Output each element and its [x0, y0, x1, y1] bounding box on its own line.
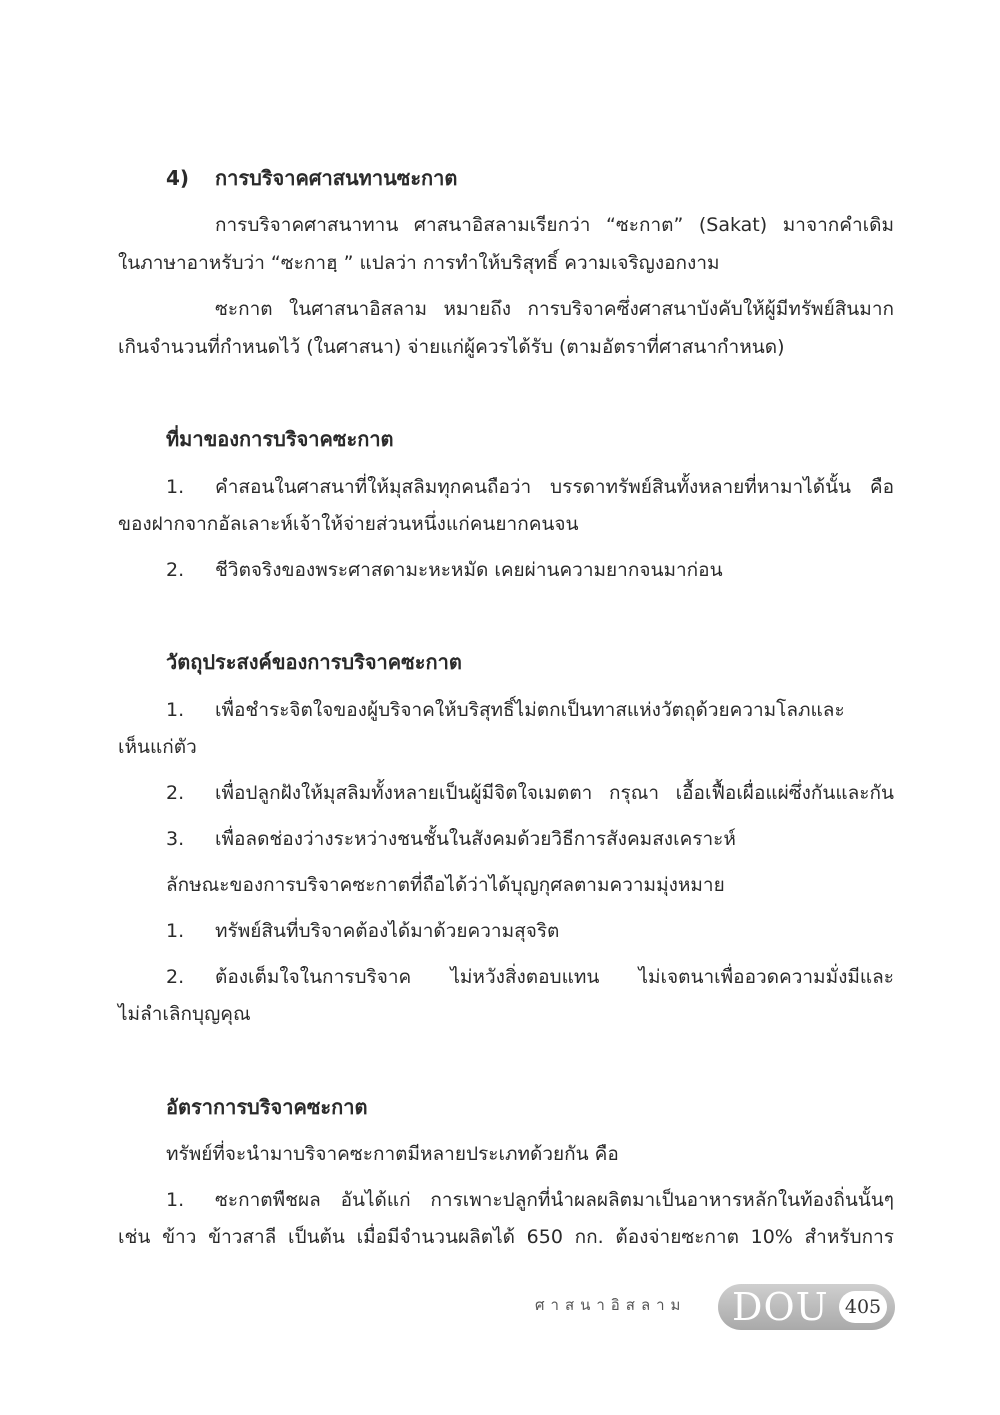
footer-subject: ศาสนาอิสลาม	[535, 1296, 687, 1314]
intro-p1-line1: การบริจาคศาสนาทาน ศาสนาอิสลามเรียกว่า “ซะกาต” (Sakat) มาจากคำเดิม	[215, 214, 894, 236]
purpose-item1-number: 1.	[166, 699, 185, 721]
purpose-item3-number: 3.	[166, 828, 185, 850]
dou-logo-text: DOU	[732, 1285, 829, 1329]
purpose-item1-line1: เพื่อชำระจิตใจของผู้บริจาคให้บริสุทธิ์ไม่ตกเป็นทาสแห่งวัตถุด้วยความโลภและ	[215, 699, 845, 721]
origin-heading: ที่มาของการบริจาคซะกาต	[166, 427, 394, 451]
origin-item2-number: 2.	[166, 559, 185, 581]
purpose-item1-line2: เห็นแก่ตัว	[118, 736, 197, 758]
page-number: 405	[839, 1291, 887, 1323]
rate-item1-number: 1.	[166, 1189, 185, 1211]
purpose-heading: วัตถุประสงค์ของการบริจาคซะกาต	[166, 650, 462, 674]
characteristics-intro: ลักษณะของการบริจาคซะกาตที่ถือได้ว่าได้บุญกุศลตามความมุ่งหมาย	[166, 874, 725, 896]
section-title: การบริจาคศาสนทานซะกาต	[215, 166, 458, 190]
purpose-item2-line1: เพื่อปลูกฝังให้มุสลิมทั้งหลายเป็นผู้มีจิตใจเมตตา กรุณา เอื้อเฟื้อเผื่อแผ่ซึ่งกันและกัน	[215, 782, 894, 804]
section-number: 4)	[166, 166, 190, 190]
intro-p2-line1: ซะกาต ในศาสนาอิสลาม หมายถึง การบริจาคซึ่งศาสนาบังคับให้ผู้มีทรัพย์สินมาก	[215, 298, 894, 320]
origin-item1-line2: ของฝากจากอัลเลาะห์เจ้าให้จ่ายส่วนหนึ่งแก่คนยากคนจน	[118, 513, 579, 535]
purpose-item2-number: 2.	[166, 782, 185, 804]
characteristics-item1-line1: ทรัพย์สินที่บริจาคต้องได้มาด้วยความสุจริต	[215, 920, 560, 942]
characteristics-item2-line2: ไม่ลำเลิกบุญคุณ	[118, 1003, 251, 1025]
rate-item1-line2: เช่น ข้าว ข้าวสาลี เป็นต้น เมื่อมีจำนวนผลิตได้ 650 กก. ต้องจ่ายซะกาต 10% สำหรับการ	[118, 1226, 894, 1248]
origin-item1-number: 1.	[166, 476, 185, 498]
origin-item2-line1: ชีวิตจริงของพระศาสดามะหะหมัด เคยผ่านความยากจนมาก่อน	[215, 559, 723, 581]
rate-intro: ทรัพย์ที่จะนำมาบริจาคซะกาตมีหลายประเภทด้วยกัน คือ	[166, 1143, 619, 1165]
intro-p1-line2: ในภาษาอาหรับว่า “ซะกาฮฺ ” แปลว่า การทำให้บริสุทธิ์ ความเจริญงอกงาม	[118, 252, 720, 274]
purpose-item3-line1: เพื่อลดช่องว่างระหว่างชนชั้นในสังคมด้วยวิธีการสังคมสงเคราะห์	[215, 828, 736, 850]
rate-item1-line1: ซะกาตพืชผล อันได้แก่ การเพาะปลูกที่นำผลผลิตมาเป็นอาหารหลักในท้องถิ่นนั้นๆ	[215, 1189, 894, 1211]
characteristics-item2-number: 2.	[166, 966, 185, 988]
intro-p2-line2: เกินจำนวนที่กำหนดไว้ (ในศาสนา) จ่ายแก่ผู้ควรได้รับ (ตามอัตราที่ศาสนากำหนด)	[118, 336, 785, 358]
characteristics-item2-line1: ต้องเต็มใจในการบริจาค ไม่หวังสิ่งตอบแทน ไม่เจตนาเพื่ออวดความมั่งมีและ	[215, 966, 894, 988]
dou-logo	[718, 1284, 895, 1330]
origin-item1-line1: คำสอนในศาสนาที่ให้มุสลิมทุกคนถือว่า บรรดาทรัพย์สินทั้งหลายที่หามาได้นั้น คือ	[215, 476, 894, 498]
rate-heading: อัตราการบริจาคซะกาต	[166, 1095, 368, 1119]
characteristics-item1-number: 1.	[166, 920, 185, 942]
